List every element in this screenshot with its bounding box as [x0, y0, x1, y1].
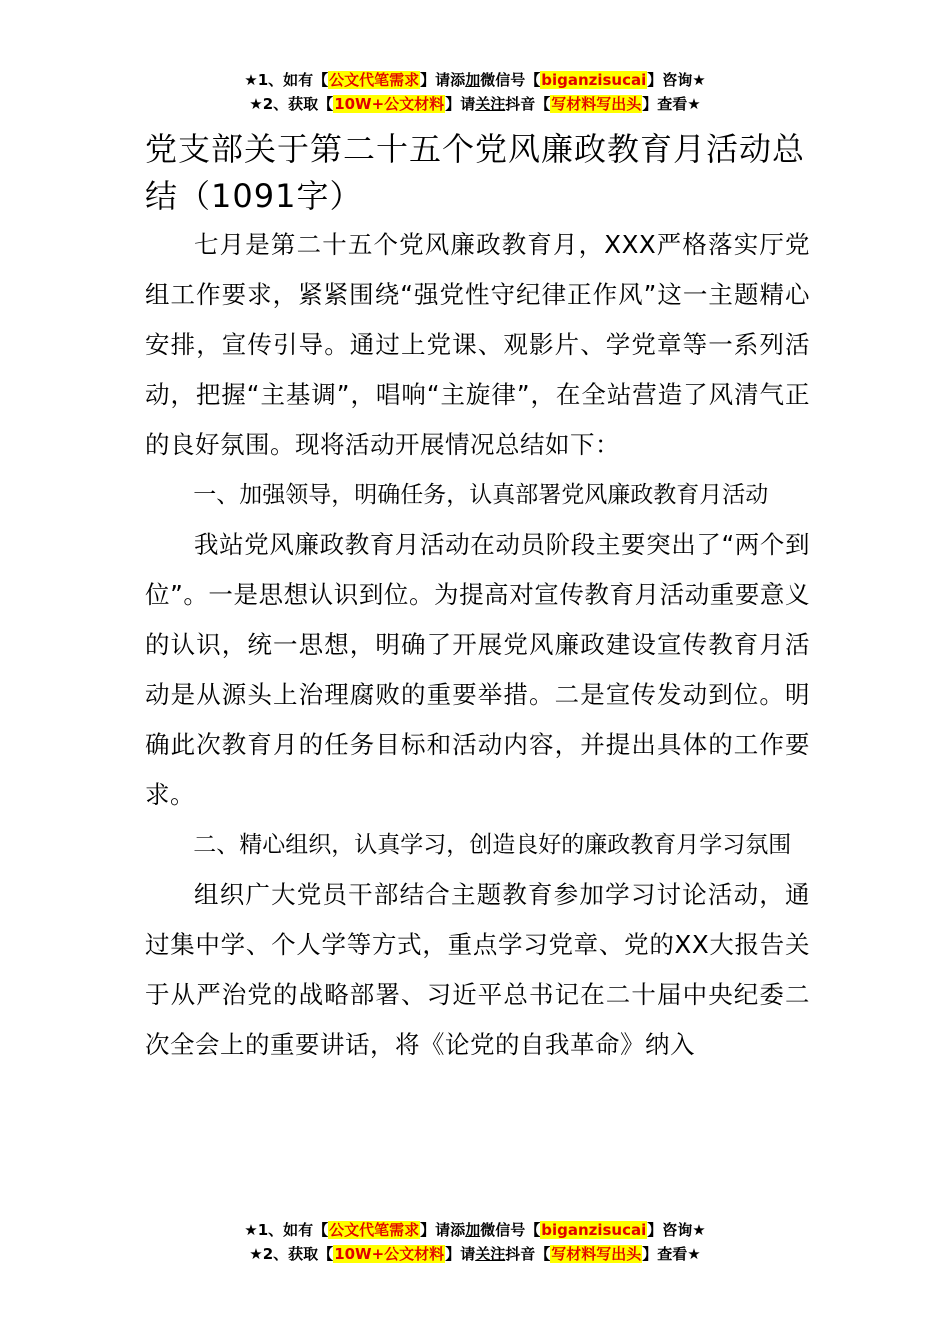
banner-highlight: 公文代笔需求 [329, 1221, 420, 1239]
banner-text: 抖音【 [505, 1245, 551, 1263]
document-title: 党支部关于第二十五个党风廉政教育月活动总结（1091字） [145, 130, 806, 215]
banner-text: 】咨询★ [647, 1221, 706, 1239]
banner-text: ★2、获取【 [249, 95, 334, 113]
banner-text: 】咨询★ [647, 71, 706, 89]
banner-text: 微信号【 [480, 1221, 541, 1239]
banner-underlined: 加 [465, 1221, 481, 1239]
top-banner [0, 68, 950, 116]
banner-highlight: biganzisucai [541, 71, 647, 89]
banner-text: 】请添 [420, 71, 466, 89]
banner-text: 抖音【 [505, 95, 551, 113]
intro-paragraph: 七月是第二十五个党风廉政教育月，XXX严格落实厅党组工作要求，紧紧围绕“强党性守纪律正作风”这一主题精心安排，宣传引导。通过上党课、观影片、学党章等一系列活动，把握“主基调”，唱响“主旋律”，在全站营造了风清气正的良好氛围。现将活动开展情况总结如下： [145, 230, 810, 459]
section-heading-2: 二、精心组织，认真学习，创造良好的廉政教育月学习氛围 [193, 832, 792, 858]
banner-text: ★1、如有【 [244, 1221, 329, 1239]
banner-highlight: 公文代笔需求 [329, 71, 420, 89]
banner-line-1 [0, 1218, 950, 1242]
banner-text: ★1、如有【 [244, 71, 329, 89]
banner-underlined: 关注 [475, 1245, 506, 1263]
bottom-banner [0, 1218, 950, 1266]
document-body [145, 126, 810, 1070]
banner-underlined: 关注 [475, 95, 506, 113]
banner-text: 】查看★ [642, 95, 701, 113]
banner-highlight: 10W+公文材料 [334, 95, 445, 113]
banner-text: 】请 [445, 1245, 476, 1263]
banner-text: 】请 [445, 95, 476, 113]
banner-text: 】请添 [420, 1221, 466, 1239]
banner-highlight: 10W+公文材料 [334, 1245, 445, 1263]
banner-line-2 [0, 1242, 950, 1266]
banner-text: 微信号【 [480, 71, 541, 89]
banner-highlight: 写材料写出头 [551, 1245, 642, 1263]
banner-line-1 [0, 68, 950, 92]
banner-text: 】查看★ [642, 1245, 701, 1263]
banner-underlined: 加 [465, 71, 481, 89]
section-heading-1: 一、加强领导，明确任务，认真部署党风廉政教育月活动 [193, 482, 769, 508]
section-paragraph-1: 我站党风廉政教育月活动在动员阶段主要突出了“两个到位”。一是思想认识到位。为提高对宣传教育月活动重要意义的认识，统一思想，明确了开展党风廉政建设宣传教育月活动是从源头上治理腐败的重要举措。二是宣传发动到位。明确此次教育月的任务目标和活动内容，并提出具体的工作要求。 [145, 530, 810, 809]
section-paragraph-2: 组织广大党员干部结合主题教育参加学习讨论活动，通过集中学、个人学等方式，重点学习党章、党的XX大报告关于从严治党的战略部署、习近平总书记在二十届中央纪委二次全会上的重要讲话，将《论党的自我革命》纳入 [145, 880, 810, 1059]
banner-highlight: 写材料写出头 [551, 95, 642, 113]
banner-line-2 [0, 92, 950, 116]
banner-highlight: biganzisucai [541, 1221, 647, 1239]
banner-text: ★2、获取【 [249, 1245, 334, 1263]
